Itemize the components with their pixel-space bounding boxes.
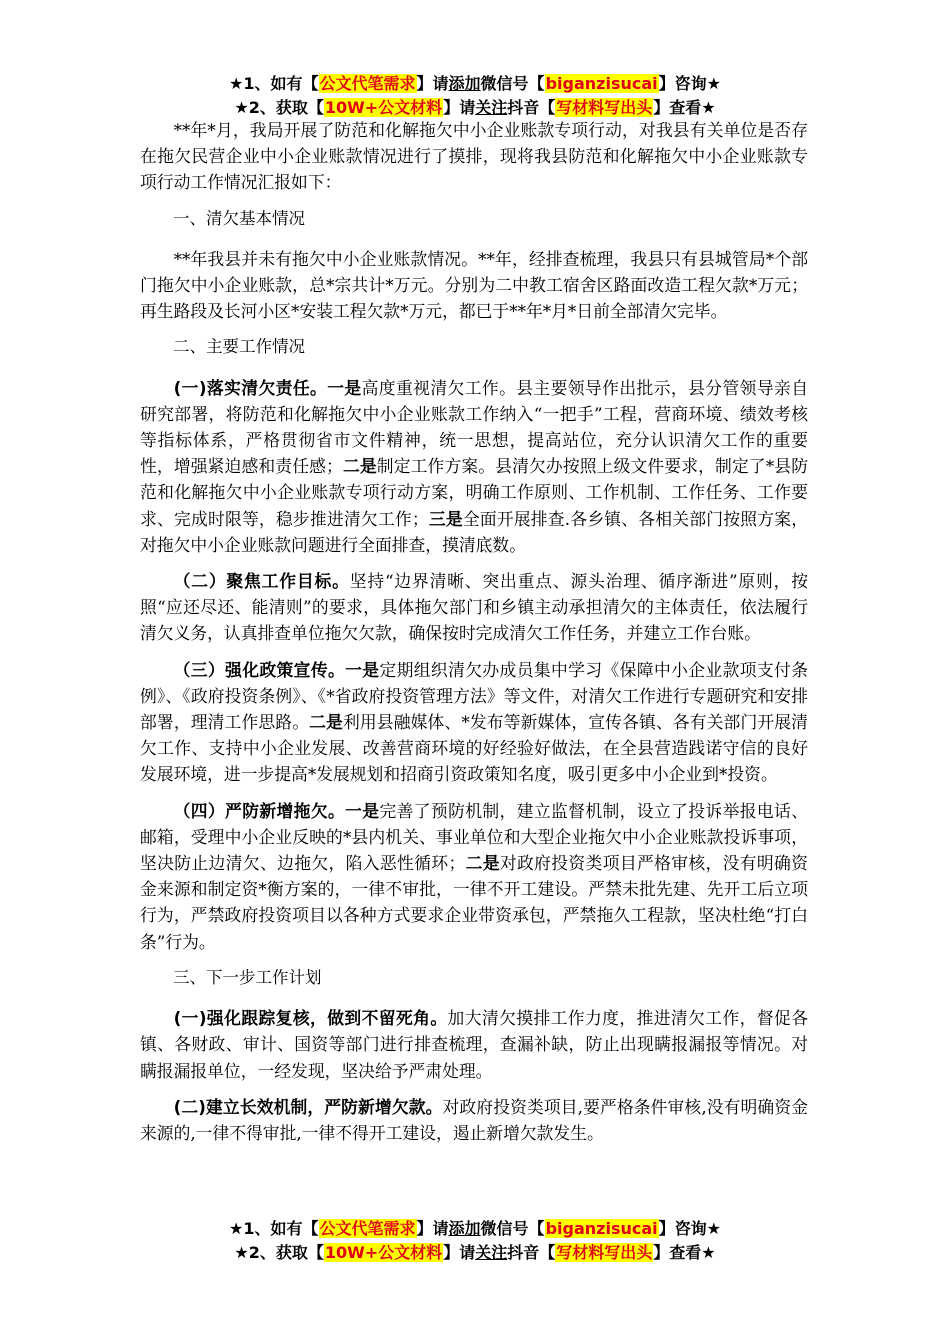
banner-top-line1	[0, 72, 950, 96]
document-body	[140, 117, 808, 1156]
item-text: 完善了预防机制，建立监督机制，设立了投诉举报电话、邮箱，受理中小企业反映的*县内机关、事业单位和大型企业拖欠中小企业账款投诉事项，坚决防止边清欠、边拖欠，陷入恶性循环；	[140, 800, 808, 874]
item-keyword: 二是	[465, 853, 500, 874]
banner-highlight: 公文代笔需求	[319, 74, 416, 93]
item-title: （三）强化政策宣传。	[173, 659, 346, 680]
banner-underlined: 关注	[475, 98, 508, 117]
banner-highlight: 写材料写出头	[556, 98, 653, 117]
banner-text: 】查看★	[653, 1243, 716, 1262]
banner-underlined: 添加	[448, 1219, 481, 1238]
item-title: （二）聚焦工作目标。	[173, 571, 350, 592]
item-paragraph	[140, 1005, 808, 1084]
section-heading: 三、下一步工作计划	[173, 967, 322, 987]
item-keyword: 二是	[309, 712, 343, 733]
banner-text: 】请	[416, 1219, 449, 1238]
item-text: 制定工作方案。县清欠办按照上级文件要求，制定了*县防范和化解拖欠中小企业账款专项行动方案，明确工作原则、工作机制、工作任务、工作要求、完成时限等，稳步推进清欠工作；	[140, 456, 808, 529]
item-paragraph	[140, 657, 808, 788]
item-paragraph	[140, 798, 808, 955]
item-text: 对政府投资类项目,要严格条件审核,没有明确资金来源的,一律不得审批,一律不得开工建设，遏止新增欠款发生。	[140, 1096, 808, 1143]
item-keyword: 一是	[327, 377, 362, 398]
banner-text: ★2、获取【	[234, 1243, 324, 1262]
item-keyword: 三是	[428, 508, 463, 529]
banner-highlight: biganzisucai	[545, 74, 658, 93]
banner-text: 】请	[443, 1243, 476, 1262]
item-title: (一)强化跟踪复核，做到不留死角。	[173, 1008, 448, 1029]
item-text: 对政府投资类项目严格审核，没有明确资金来源和制定资*衡方案的，一律不审批，一律不开工建设。严禁未批先建、先开工后立项行为，严禁政府投资项目以各种方式要求企业带资承包，严禁拖久工程款，坚决杜绝“打白条”行为。	[140, 853, 808, 952]
banner-highlight: biganzisucai	[545, 1219, 658, 1238]
item-paragraph	[140, 568, 808, 647]
banner-highlight: 公文代笔需求	[319, 1219, 416, 1238]
item-text: 定期组织清欠办成员集中学习《保障中小企业款项支付条例》、《政府投资条例》、《*省政府投资管理方法》等文件，对清欠工作进行专题研究和安排部署，理清工作思路。	[140, 659, 808, 733]
banner-text: 抖音【	[507, 98, 556, 117]
item-text: 坚持“边界清晰、突出重点、源头治理、循序渐进”原则，按照“应还尽还、能清则”的要求，具体拖欠部门和乡镇主动承担清欠的主体责任，依法履行清欠义务，认真排查单位拖欠欠款，确保按时完成清欠工作任务，并建立工作台账。	[140, 571, 808, 644]
banner-text: 】请	[443, 98, 476, 117]
banner-text: ★2、获取【	[234, 98, 324, 117]
item-text: 利用县融媒体、*发布等新媒体，宣传各镇、各有关部门开展清欠工作、支持中小企业发展、改善营商环境的好经验好做法，在全县营造践诺守信的良好发展环境，进一步提高*发展规划和招商引资政策知名度，吸引更多中小企业到*投资。	[140, 712, 808, 785]
banner-highlight: 10W+公文材料	[324, 1243, 443, 1262]
item-title: (一)落实清欠责任。	[173, 377, 328, 398]
banner-text: 抖音【	[507, 1243, 556, 1262]
banner-highlight: 10W+公文材料	[324, 98, 443, 117]
banner-underlined: 添加	[448, 74, 481, 93]
banner-text: ★1、如有【	[229, 74, 319, 93]
item-title: （四）严防新增拖欠。	[173, 800, 346, 821]
banner-underlined: 关注	[475, 1243, 508, 1262]
section-heading: 二、主要工作情况	[173, 337, 305, 357]
item-paragraph	[140, 375, 808, 558]
item-keyword: 一是	[345, 800, 380, 821]
banner-text: ★1、如有【	[229, 1219, 319, 1238]
item-title: (二)建立长效机制，严防新增欠款。	[173, 1096, 443, 1117]
banner-text: 】查看★	[653, 98, 716, 117]
item-keyword: 一是	[345, 659, 380, 680]
item-text: 全面开展排查.各乡镇、各相关部门按照方案，对拖欠中小企业账款问题进行全面排查，摸清底数。	[140, 508, 808, 555]
section-heading: 一、清欠基本情况	[173, 208, 305, 228]
banner-text: 】请	[416, 74, 449, 93]
item-paragraph	[140, 1094, 808, 1146]
banner-text: 】咨询★	[658, 1219, 721, 1238]
banner-text: 微信号【	[480, 1219, 545, 1238]
banner-bottom-line1	[0, 1217, 950, 1241]
item-text: 高度重视清欠工作。县主要领导作出批示，县分管领导亲自研究部署，将防范和化解拖欠中小企业账款工作纳入“一把手”工程，营商环境、绩效考核等指标体系，严格贯彻省市文件精神，统一思想，提高站位，充分认识清欠工作的重要性，增强紧迫感和责任感；	[140, 377, 808, 477]
banner-text: 微信号【	[480, 74, 545, 93]
banner-highlight: 写材料写出头	[556, 1243, 653, 1262]
banner-bottom-line2	[0, 1241, 950, 1265]
intro-paragraph: **年*月，我局开展了防范和化解拖欠中小企业账款专项行动，对我县有关单位是否存在拖欠民营企业中小企业账款情况进行了摸排，现将我县防范和化解拖欠中小企业账款专项行动工作情况汇报如下：	[140, 120, 808, 193]
item-keyword: 二是	[342, 456, 377, 477]
item-text: 加大清欠摸排工作力度，推进清欠工作，督促各镇、各财政、审计、国资等部门进行排查梳理，查漏补缺，防止出现瞒报漏报等情况。对瞒报漏报单位，一经发现，坚决给予严肃处理。	[140, 1008, 808, 1081]
section-paragraph: **年我县并未有拖欠中小企业账款情况。**年，经排查梳理，我县只有县城管局*个部门拖欠中小企业账款，总*宗共计*万元。分别为二中教工宿舍区路面改造工程欠款*万元；再生路段及长河小区*安装工程欠款*万元，都已于**年*月*日前全部清欠完毕。	[140, 248, 808, 322]
banner-text: 】咨询★	[658, 74, 721, 93]
